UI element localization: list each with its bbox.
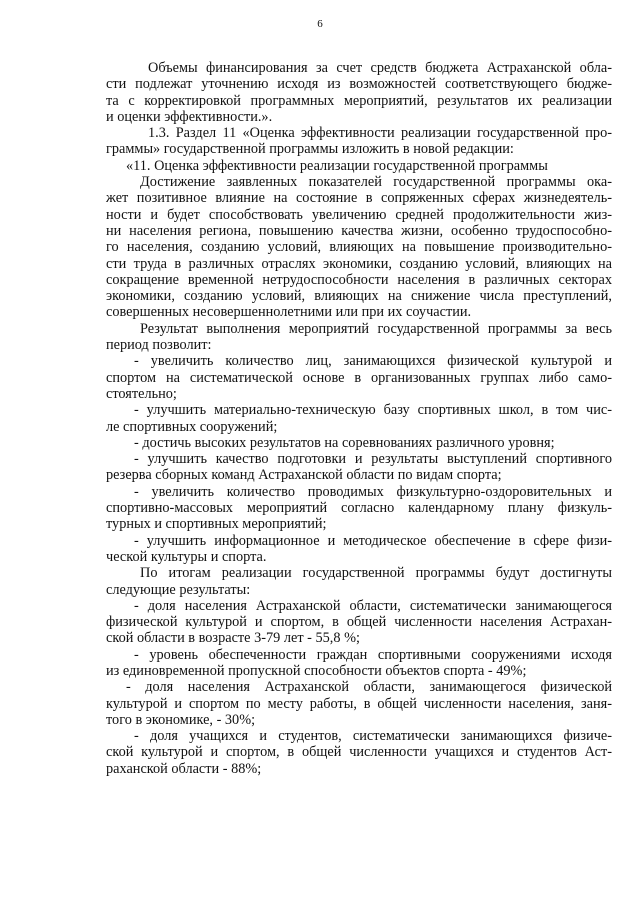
text-line: ле спортивных сооружений;	[106, 418, 278, 435]
paragraph	[106, 353, 612, 402]
text-line: экономики, созданию условий, влияющих на снижение числа преступлений,	[106, 288, 612, 305]
text-line: период позволит:	[106, 337, 212, 354]
paragraph	[106, 402, 612, 435]
text-line: граммы» государственной программы изложить в новой редакции:	[106, 141, 514, 158]
text-line: сти подлежат уточнению исходя из возможностей соответствующего бюдже-	[106, 76, 612, 93]
paragraph	[106, 728, 612, 777]
text-line: та с корректировкой программных мероприятий, результатов их реализации	[106, 92, 612, 109]
paragraph	[106, 451, 612, 484]
text-line: ческой культуры и спорта.	[106, 548, 267, 565]
text-line: - уровень обеспеченности граждан спортивными сооружениями исходя	[134, 646, 612, 663]
document-body	[106, 60, 612, 777]
text-line: жет позитивное влияние на состояние в сопряженных сферах жизнедеятель-	[106, 190, 612, 207]
paragraph	[106, 533, 612, 566]
text-line: спортивно-массовых мероприятий согласно календарному плану физкуль-	[106, 500, 612, 517]
text-line: сти труда в различных отраслях экономики, созданию условий, влияющих на	[106, 255, 612, 272]
text-line: Результат выполнения мероприятий государственной программы за весь	[140, 320, 612, 337]
text-line: сокращение временной нетрудоспособности населения в различных секторах	[106, 271, 612, 288]
text-line: следующие результаты:	[106, 581, 251, 598]
text-line: раханской области - 88%;	[106, 760, 262, 777]
paragraph	[106, 598, 612, 647]
text-line: - доля учащихся и студентов, систематически занимающихся физиче-	[134, 728, 612, 745]
text-line: 1.3. Раздел 11 «Оценка эффективности реализации государственной про-	[148, 125, 612, 142]
text-line: турных и спортивных мероприятий;	[106, 516, 327, 533]
paragraph	[106, 125, 612, 158]
text-line: - улучшить качество подготовки и результаты выступлений спортивного	[134, 451, 612, 468]
page-number: 6	[317, 18, 323, 30]
text-line: - улучшить материально-техническую базу спортивных школ, в том чис-	[134, 402, 612, 419]
text-line: Объемы финансирования за счет средств бюджета Астраханской обла-	[148, 60, 612, 76]
text-line: стоятельно;	[106, 385, 177, 402]
text-line: ности и будет способствовать увеличению средней продолжительности жиз-	[106, 206, 612, 223]
paragraph	[106, 60, 612, 125]
paragraph	[106, 647, 612, 680]
text-line: ни населения региона, повышению качества жизни, особенно трудоспособно-	[106, 222, 612, 239]
text-line: - достичь высоких результатов на соревнованиях различного уровня;	[134, 434, 555, 451]
paragraph	[106, 484, 612, 533]
paragraph	[106, 321, 612, 354]
paragraph	[106, 435, 612, 451]
text-line: культурой и спортом по месту работы, в общей численности населения, заня-	[106, 695, 612, 712]
text-line: совершенных несовершеннолетними или при их соучастии.	[106, 304, 472, 321]
text-line: - увеличить количество лиц, занимающихся физической культурой и	[134, 353, 612, 370]
text-line: и оценки эффективности.».	[106, 108, 273, 125]
text-line: из единовременной пропускной способности объектов спорта - 49%;	[106, 662, 527, 679]
text-line: ской области в возрасте 3-79 лет - 55,8 %;	[106, 630, 360, 647]
paragraph	[106, 565, 612, 598]
text-line: - улучшить информационное и методическое обеспечение в сфере физи-	[134, 532, 612, 549]
text-line: спортом на систематической основе в организованных группах либо само-	[106, 369, 612, 386]
paragraph	[106, 158, 612, 174]
text-line: того в экономике, - 30%;	[106, 711, 256, 728]
text-line: резерва сборных команд Астраханской области по видам спорта;	[106, 467, 502, 484]
text-line: физической культурой и спортом, в общей численности населения Астрахан-	[106, 614, 612, 631]
text-line: ской культурой и спортом, в общей численности учащихся и студентов Аст-	[106, 744, 612, 761]
text-line: - доля населения Астраханской области, систематически занимающегося	[134, 597, 612, 614]
text-line: «11. Оценка эффективности реализации государственной программы	[126, 157, 548, 174]
text-line: - доля населения Астраханской области, занимающегося физической	[126, 679, 612, 696]
text-line: По итогам реализации государственной программы будут достигнуты	[140, 565, 612, 582]
paragraph	[106, 174, 612, 321]
text-line: го населения, созданию условий, влияющих на повышение производительно-	[106, 239, 612, 256]
text-line: Достижение заявленных показателей государственной программы ока-	[140, 174, 612, 191]
paragraph	[106, 679, 612, 728]
text-line: - увеличить количество проводимых физкультурно-оздоровительных и	[134, 483, 612, 500]
